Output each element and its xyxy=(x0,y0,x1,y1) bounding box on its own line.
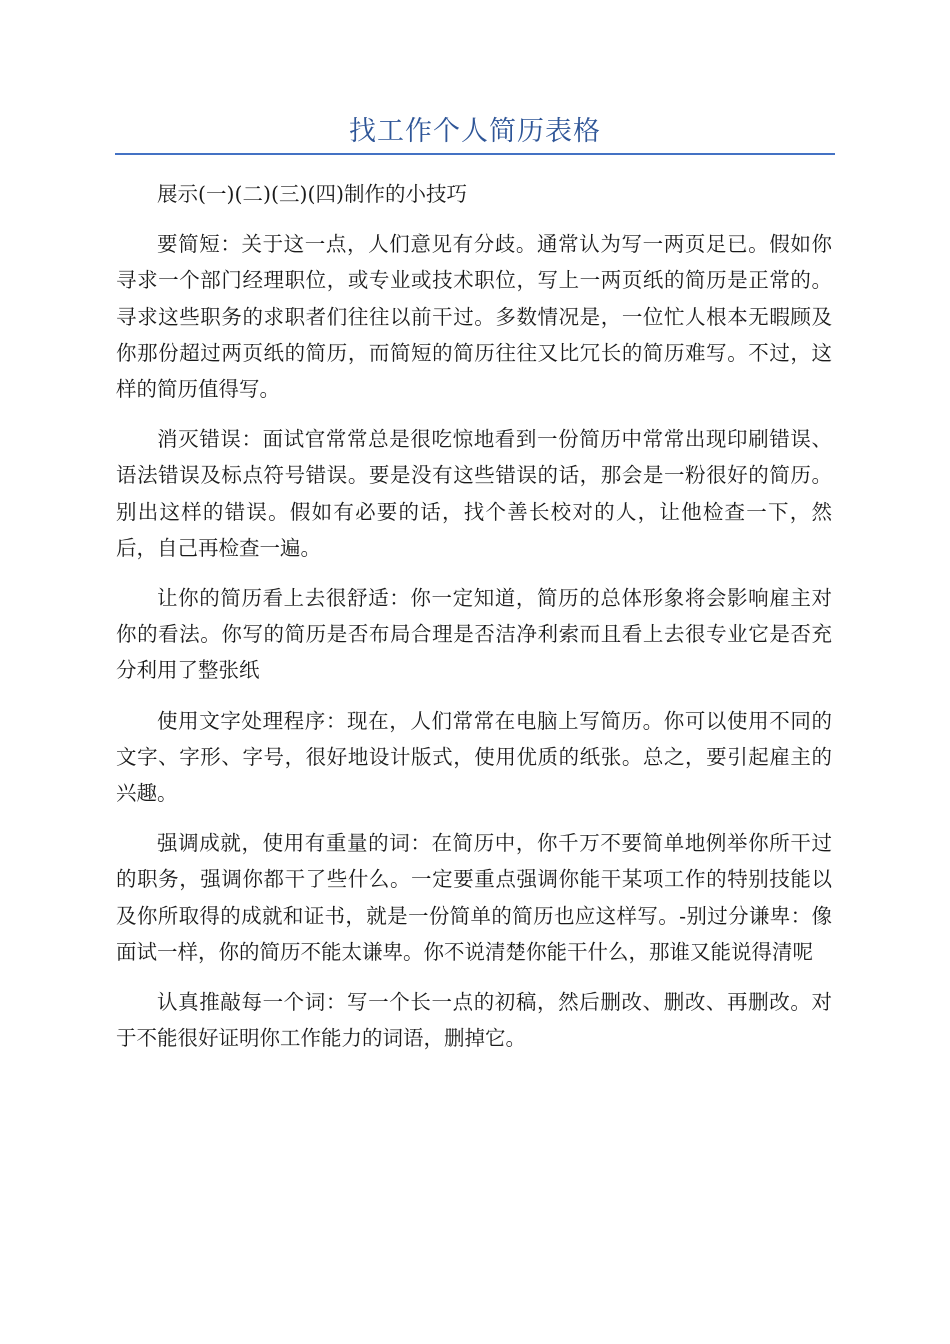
paragraph-intro: 展示(一)(二)(三)(四)制作的小技巧 xyxy=(157,182,467,206)
paragraph-keep-short: 要简短：关于这一点，人们意见有分歧。通常认为写一两页足已。假如你寻求一个部门经理职位，或专业或技术职位，写上一两页纸的简历是正常的。寻求这些职务的求职者们往往以前干过。多数情况是，一位忙人根本无暇顾及你那份超过两页纸的简历，而简短的简历往往又比冗长的简历难写。不过，这样的简历值得写。 xyxy=(116,232,832,402)
paragraph-word-processor: 使用文字处理程序：现在，人们常常在电脑上写简历。你可以使用不同的文字、字形、字号，很好地设计版式，使用优质的纸张。总之，要引起雇主的兴趣。 xyxy=(116,708,832,806)
paragraph-eliminate-errors: 消灭错误：面试官常常总是很吃惊地看到一份简历中常常出现印刷错误、语法错误及标点符号错误。要是没有这些错误的话，那会是一粉很好的简历。别出这样的错误。假如有必要的话，找个善长校对的人，让他检查一下，然后，自己再检查一遍。 xyxy=(116,427,832,560)
paragraph-refine-words: 认真推敲每一个词：写一个长一点的初稿，然后删改、删改、再删改。对于不能很好证明你工作能力的词语，删掉它。 xyxy=(116,990,832,1051)
document-title: 找工作个人简历表格 xyxy=(349,116,601,147)
title-underline-rule xyxy=(115,153,835,155)
document-body xyxy=(116,176,832,1070)
paragraph-emphasize-achievements: 强调成就，使用有重量的词：在简历中，你千万不要简单地例举你所干过的职务，强调你都干了些什么。一定要重点强调你能干某项工作的特别技能以及你所取得的成就和证书，就是一份简单的简历也应这样写。-别过分谦卑：像面试一样，你的简历不能太谦卑。你不说清楚你能干什么，那谁又能说得清呢 xyxy=(116,831,832,964)
paragraph-look-comfortable: 让你的简历看上去很舒适：你一定知道，简历的总体形象将会影响雇主对你的看法。你写的简历是否布局合理是否洁净利索而且看上去很专业它是否充分利用了整张纸 xyxy=(116,586,832,683)
